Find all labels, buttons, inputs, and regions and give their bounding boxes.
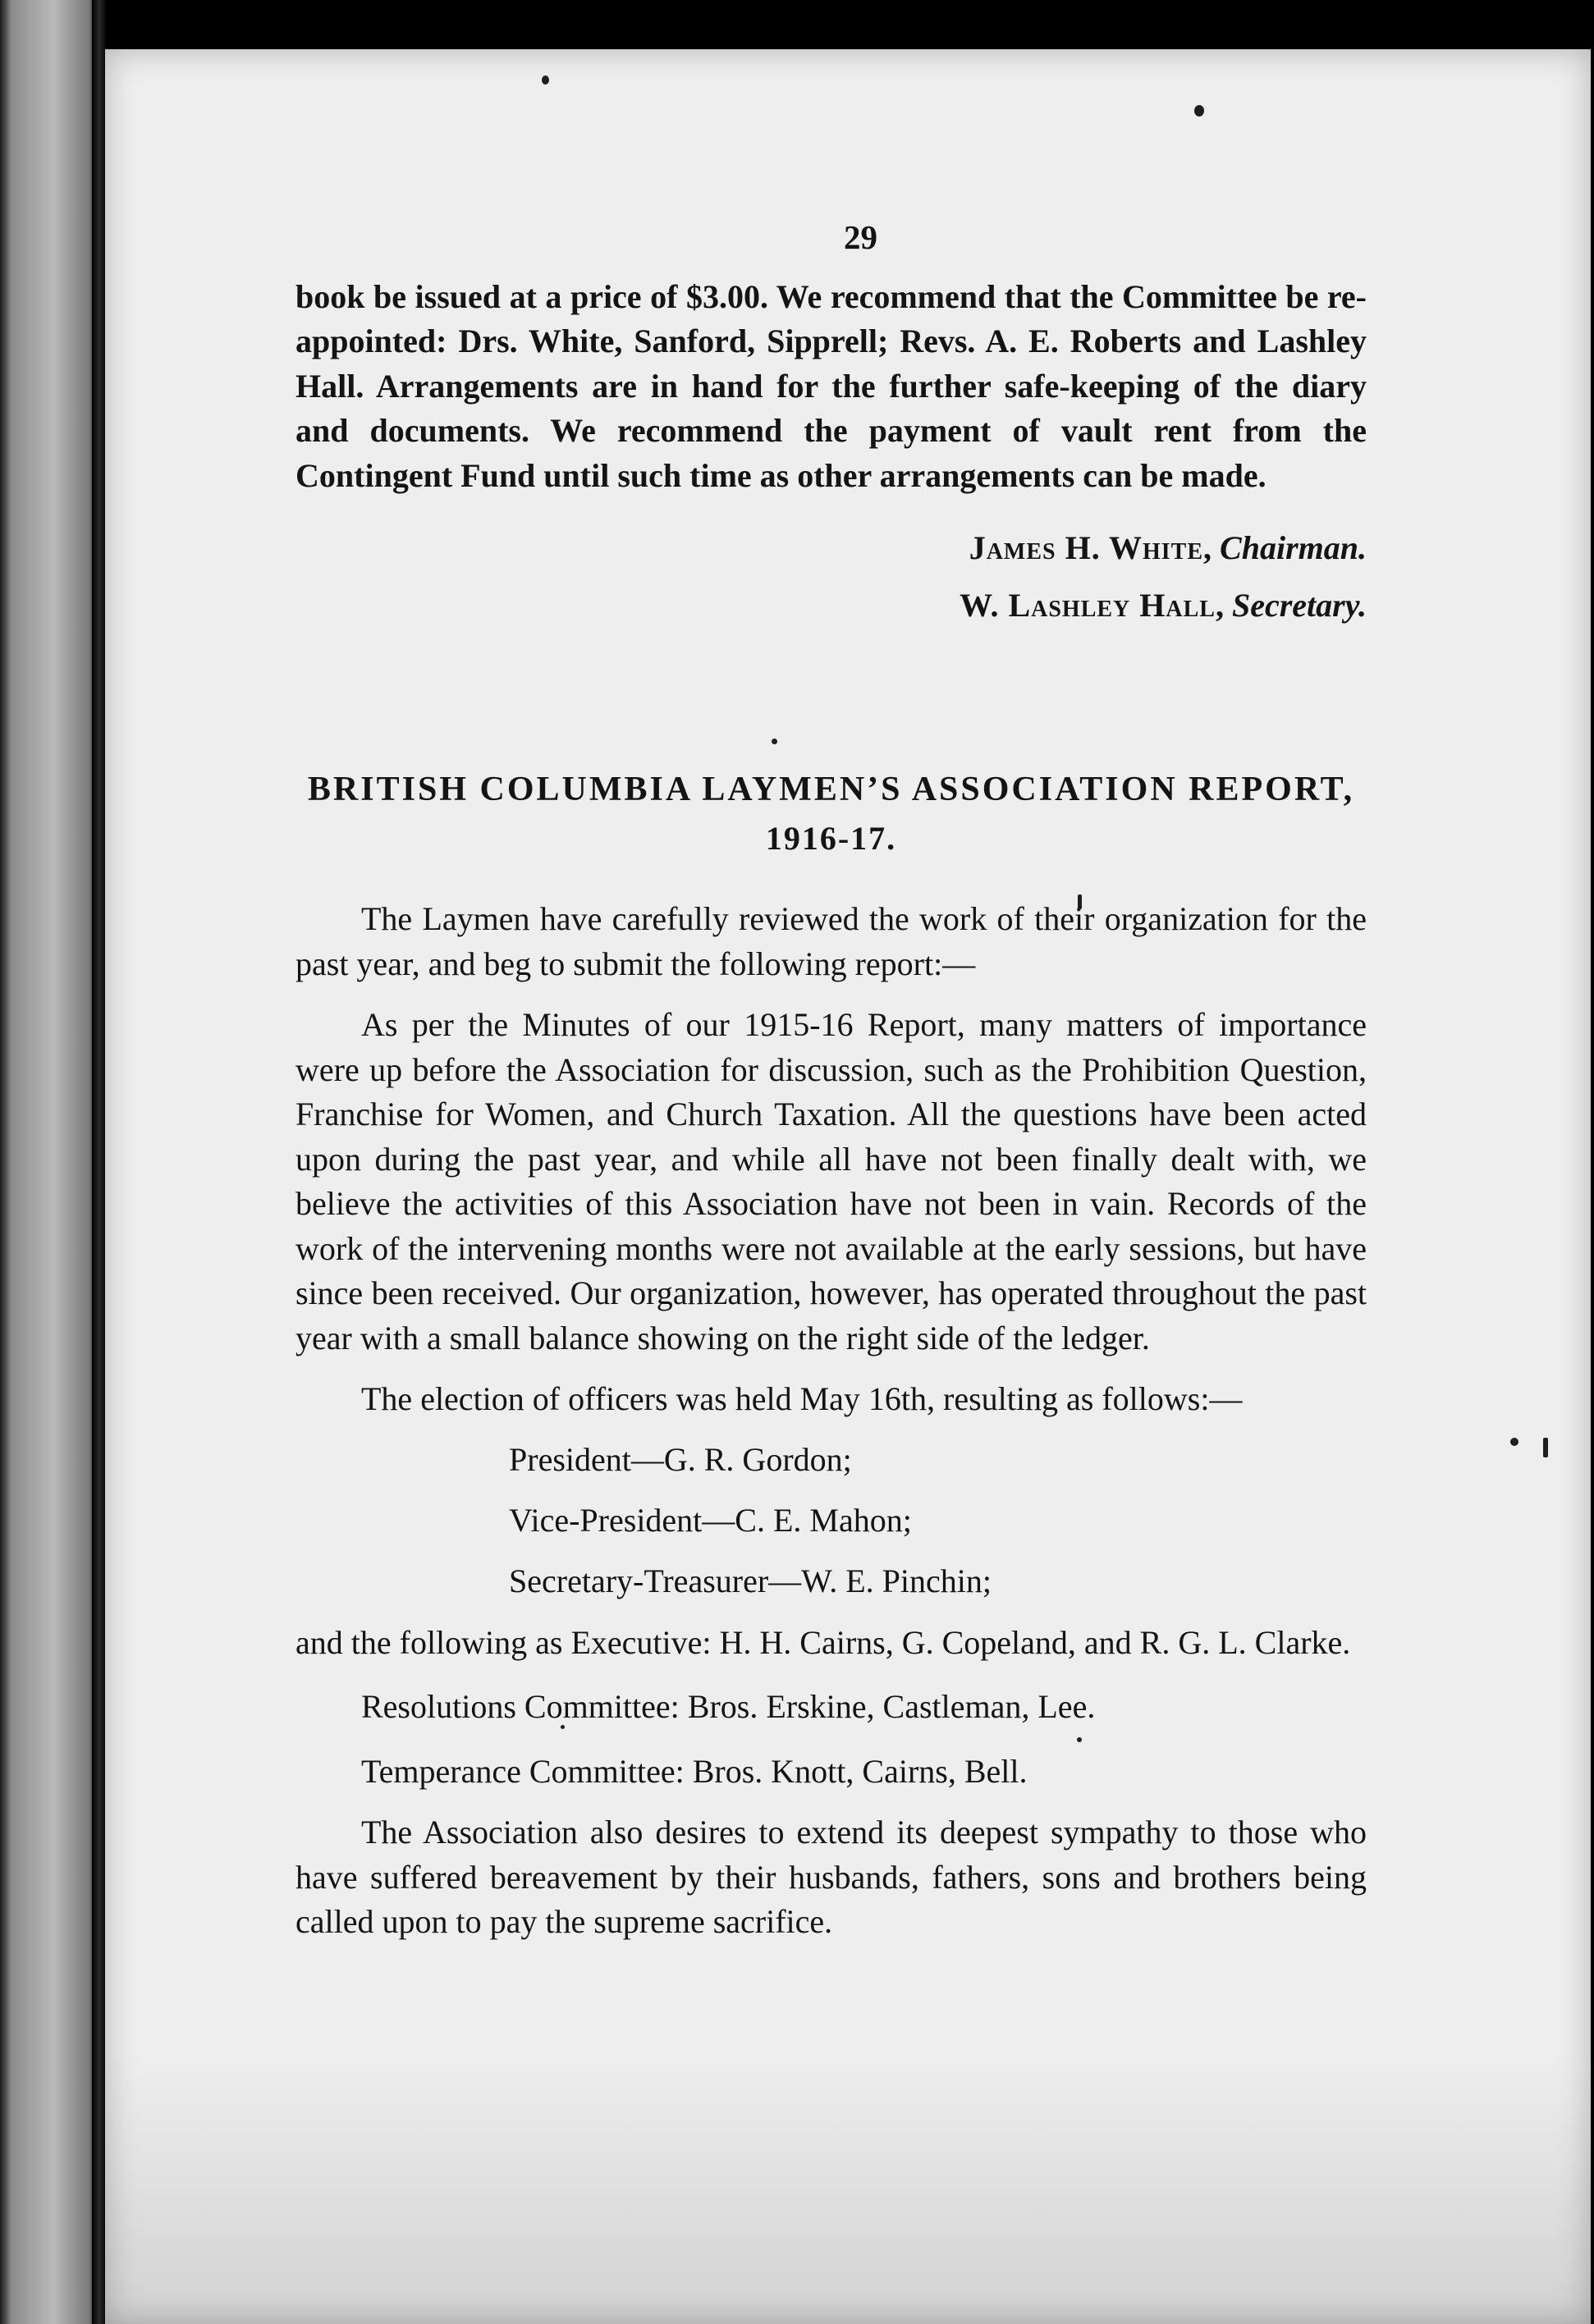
committee-line: Temperance Committee: Bros. Knott, Cairns, Bell. xyxy=(361,1752,1028,1790)
signature-secretary: W. Lashley Hall, Secretary. xyxy=(960,587,1367,624)
officer-line: Vice-President—C. E. Mahon; xyxy=(509,1501,912,1539)
officer-line: President—G. R. Gordon; xyxy=(509,1440,852,1478)
officer-line: Secretary-Treasurer—W. E. Pinchin; xyxy=(509,1562,992,1599)
report-paragraph: As per the Minutes of our 1915-16 Report, many matters of importance were up before the Association for discussion, such as the Prohibition Question, Franchise for Women, and Church Taxation. All the questions have been acted upon during the past year, and while all have not been finally dealt with, we believe the activities of this Association have not been in vain. Records of the work of the intervening months were not available at the early sessions, but have since been received. Our organization, however, has operated throughout the past year with a small balance showing on the right side of the ledger. xyxy=(295,1006,1367,1356)
opening-paragraph: book be issued at a price of $3.00. We recommend that the Committee be re-appointed: Drs. White, Sanford, Sipprell; Revs. A. E. Roberts and Lashley Hall. Arrangements are in hand for the further safe-keeping of the diary and documents. We recommend the payment of vault rent from the Contingent Fund until such time as other arrangements can be made. xyxy=(295,277,1367,494)
section-title: BRITISH COLUMBIA LAYMEN’S ASSOCIATION REPORT, xyxy=(307,771,1355,808)
ink-speck xyxy=(1510,1438,1518,1446)
signature-chairman: James H. White, Chairman. xyxy=(969,529,1367,566)
committee-line: Resolutions Committee: Bros. Erskine, Castleman, Lee. xyxy=(361,1688,1096,1725)
report-paragraph: The Laymen have carefully reviewed the work of their organization for the past year, and beg to submit the following report:— xyxy=(295,900,1367,982)
section-year: 1916-17. xyxy=(765,820,897,857)
adjacent-page-edge xyxy=(0,0,97,2324)
executive-line: and the following as Executive: H. H. Cairns, G. Copeland, and R. G. L. Clarke. xyxy=(295,1623,1351,1661)
ink-speck xyxy=(542,75,549,85)
page-content xyxy=(295,172,1367,1945)
signature-block xyxy=(295,519,1367,634)
signatory-name: James H. White xyxy=(969,529,1204,566)
ink-speck xyxy=(1543,1438,1548,1457)
signatory-role: Chairman. xyxy=(1220,529,1367,566)
report-paragraph: The election of officers was held May 16th, resulting as follows:— xyxy=(361,1380,1243,1417)
ink-speck xyxy=(1194,105,1204,117)
signatory-name: W. Lashley Hall xyxy=(960,587,1216,624)
page-number: 29 xyxy=(844,218,877,256)
signatory-role: Secretary. xyxy=(1231,587,1367,624)
closing-paragraph: The Association also desires to extend its deepest sympathy to those who have suffered bereavement by their husbands, fathers, sons and brothers being called upon to pay the supreme sacrifice. xyxy=(295,1814,1367,1940)
page-shadow xyxy=(105,2052,1591,2324)
